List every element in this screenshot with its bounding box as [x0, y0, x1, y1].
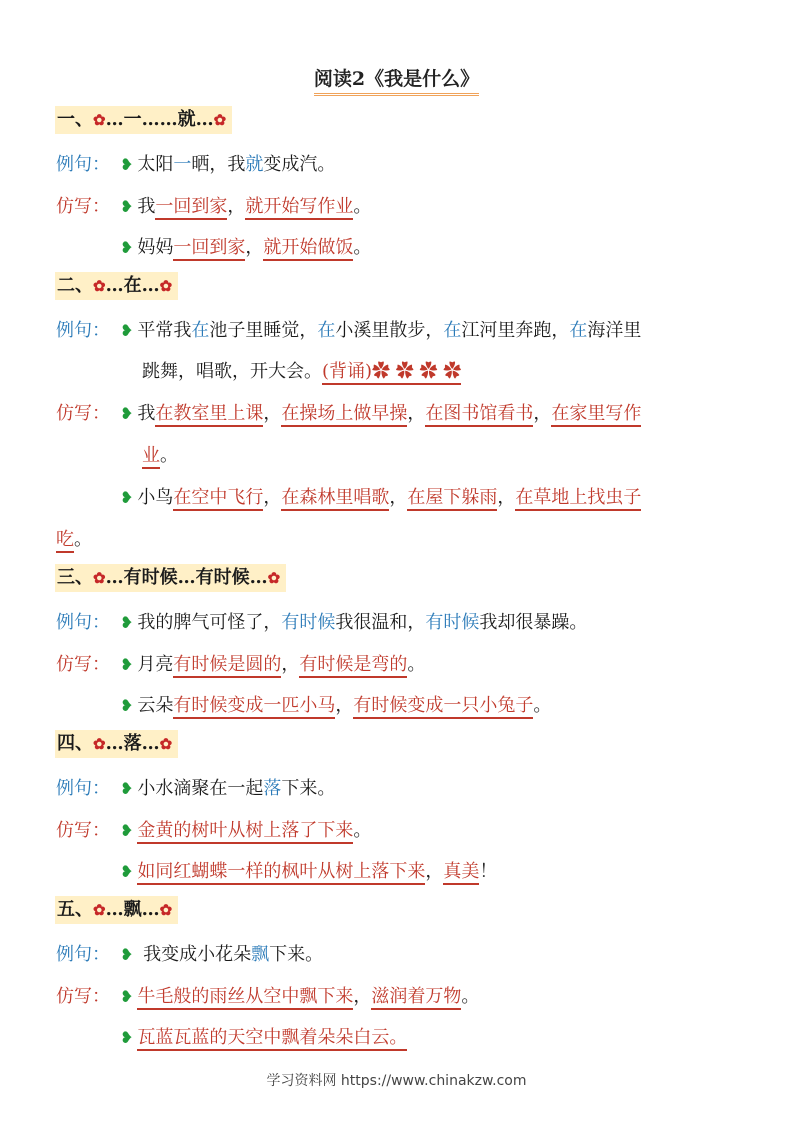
imitation-sentence-2-2-cont: 吃。: [56, 525, 92, 551]
imitation-sentence-5-1: ❥ 牛毛般的雨丝从空中飘下来，滋润着万物。: [120, 982, 479, 1008]
imitation-sentence-5-2: ❥ 瓦蓝瓦蓝的天空中飘着朵朵白云。: [120, 1023, 407, 1049]
example-sentence-2: ❥ 平常我在池子里睡觉，在小溪里散步，在江河里奔跑，在海洋里: [120, 320, 642, 341]
flower-icon: ✿: [93, 901, 106, 919]
example-label: 例句：: [56, 944, 110, 965]
section-heading-2: 二、✿…在…✿: [55, 272, 178, 300]
recite-note: (背诵)✿ ✿ ✿ ✿: [322, 361, 461, 385]
leaf-bullet-icon: ❥: [120, 197, 134, 216]
leaf-bullet-icon: ❥: [120, 321, 134, 340]
page-title: 阅读2《我是什么》: [0, 64, 793, 96]
example-sentence-1: ❥ 太阳一晒，我就变成汽。: [120, 154, 336, 175]
leaf-bullet-icon: ❥: [120, 238, 134, 257]
example-sentence-4: ❥ 小水滴聚在一起落下来。: [120, 778, 336, 799]
imitation-sentence-4-2: ❥ 如同红蝴蝶一样的枫叶从树上落下来，真美！: [120, 857, 497, 883]
imitation-sentence-3-1: ❥ 月亮有时候是圆的，有时候是弯的。: [120, 650, 425, 676]
leaf-bullet-icon: ❥: [120, 987, 134, 1006]
imitation-label: 仿写：: [56, 820, 110, 841]
leaf-bullet-icon: ❥: [120, 945, 134, 964]
imitation-label: 仿写：: [56, 403, 110, 424]
flower-icon: ✿: [159, 735, 173, 753]
imitation-sentence-3-2: ❥ 云朵有时候变成一匹小马，有时候变成一只小兔子。: [120, 691, 551, 717]
imitation-sentence-1-2: ❥ 妈妈一回到家，就开始做饭。: [120, 233, 371, 259]
flower-icon: ✿: [267, 569, 281, 587]
flower-icon: ✿: [395, 361, 414, 382]
leaf-bullet-icon: ❥: [120, 488, 134, 507]
flower-icon: ✿: [443, 361, 462, 382]
flower-icon: ✿: [159, 901, 173, 919]
leaf-bullet-icon: ❥: [120, 1028, 134, 1047]
imitation-label: 仿写：: [56, 196, 110, 217]
footer-watermark: 学习资料网 https://www.chinakzw.com: [266, 1073, 527, 1089]
example-sentence-3: ❥ 我的脾气可怪了，有时候我很温和，有时候我却很暴躁。: [120, 612, 588, 633]
imitation-sentence-1-1: ❥ 我一回到家，就开始写作业。: [120, 192, 371, 218]
example-label: 例句：: [56, 320, 110, 341]
imitation-sentence-2-2: ❥ 小鸟在空中飞行，在森林里唱歌，在屋下躲雨，在草地上找虫子: [120, 483, 641, 509]
flower-icon: ✿: [93, 277, 106, 295]
flower-icon: ✿: [372, 361, 391, 382]
section-heading-1: 一、✿…一……就…✿: [55, 106, 232, 134]
leaf-bullet-icon: ❥: [120, 404, 134, 423]
flower-icon: ✿: [213, 111, 227, 129]
example-label: 例句：: [56, 778, 110, 799]
imitation-label: 仿写：: [56, 986, 110, 1007]
example-label: 例句：: [56, 154, 110, 175]
leaf-bullet-icon: ❥: [120, 862, 134, 881]
flower-icon: ✿: [159, 277, 173, 295]
imitation-sentence-2-1: ❥ 我在教室里上课，在操场上做早操，在图书馆看书，在家里写作: [120, 399, 641, 425]
leaf-bullet-icon: ❥: [120, 821, 134, 840]
imitation-sentence-4-1: ❥ 金黄的树叶从树上落了下来。: [120, 816, 371, 842]
section-heading-3: 三、✿…有时候…有时候…✿: [55, 564, 286, 592]
section-heading-5: 五、✿…飘…✿: [55, 896, 178, 924]
imitation-label: 仿写：: [56, 654, 110, 675]
leaf-bullet-icon: ❥: [120, 155, 134, 174]
leaf-bullet-icon: ❥: [120, 655, 134, 674]
imitation-sentence-2-1-cont: 业。: [142, 441, 178, 467]
flower-icon: ✿: [93, 735, 106, 753]
section-heading-4: 四、✿…落…✿: [55, 730, 178, 758]
flower-icon: ✿: [93, 569, 106, 587]
example-sentence-5: ❥ 我变成小花朵飘下来。: [120, 944, 324, 965]
leaf-bullet-icon: ❥: [120, 779, 134, 798]
leaf-bullet-icon: ❥: [120, 696, 134, 715]
example-sentence-2-cont: 跳舞，唱歌，开大会。(背诵)✿ ✿ ✿ ✿: [142, 357, 461, 383]
example-label: 例句：: [56, 612, 110, 633]
flower-icon: ✿: [93, 111, 106, 129]
leaf-bullet-icon: ❥: [120, 613, 134, 632]
flower-icon: ✿: [419, 361, 438, 382]
